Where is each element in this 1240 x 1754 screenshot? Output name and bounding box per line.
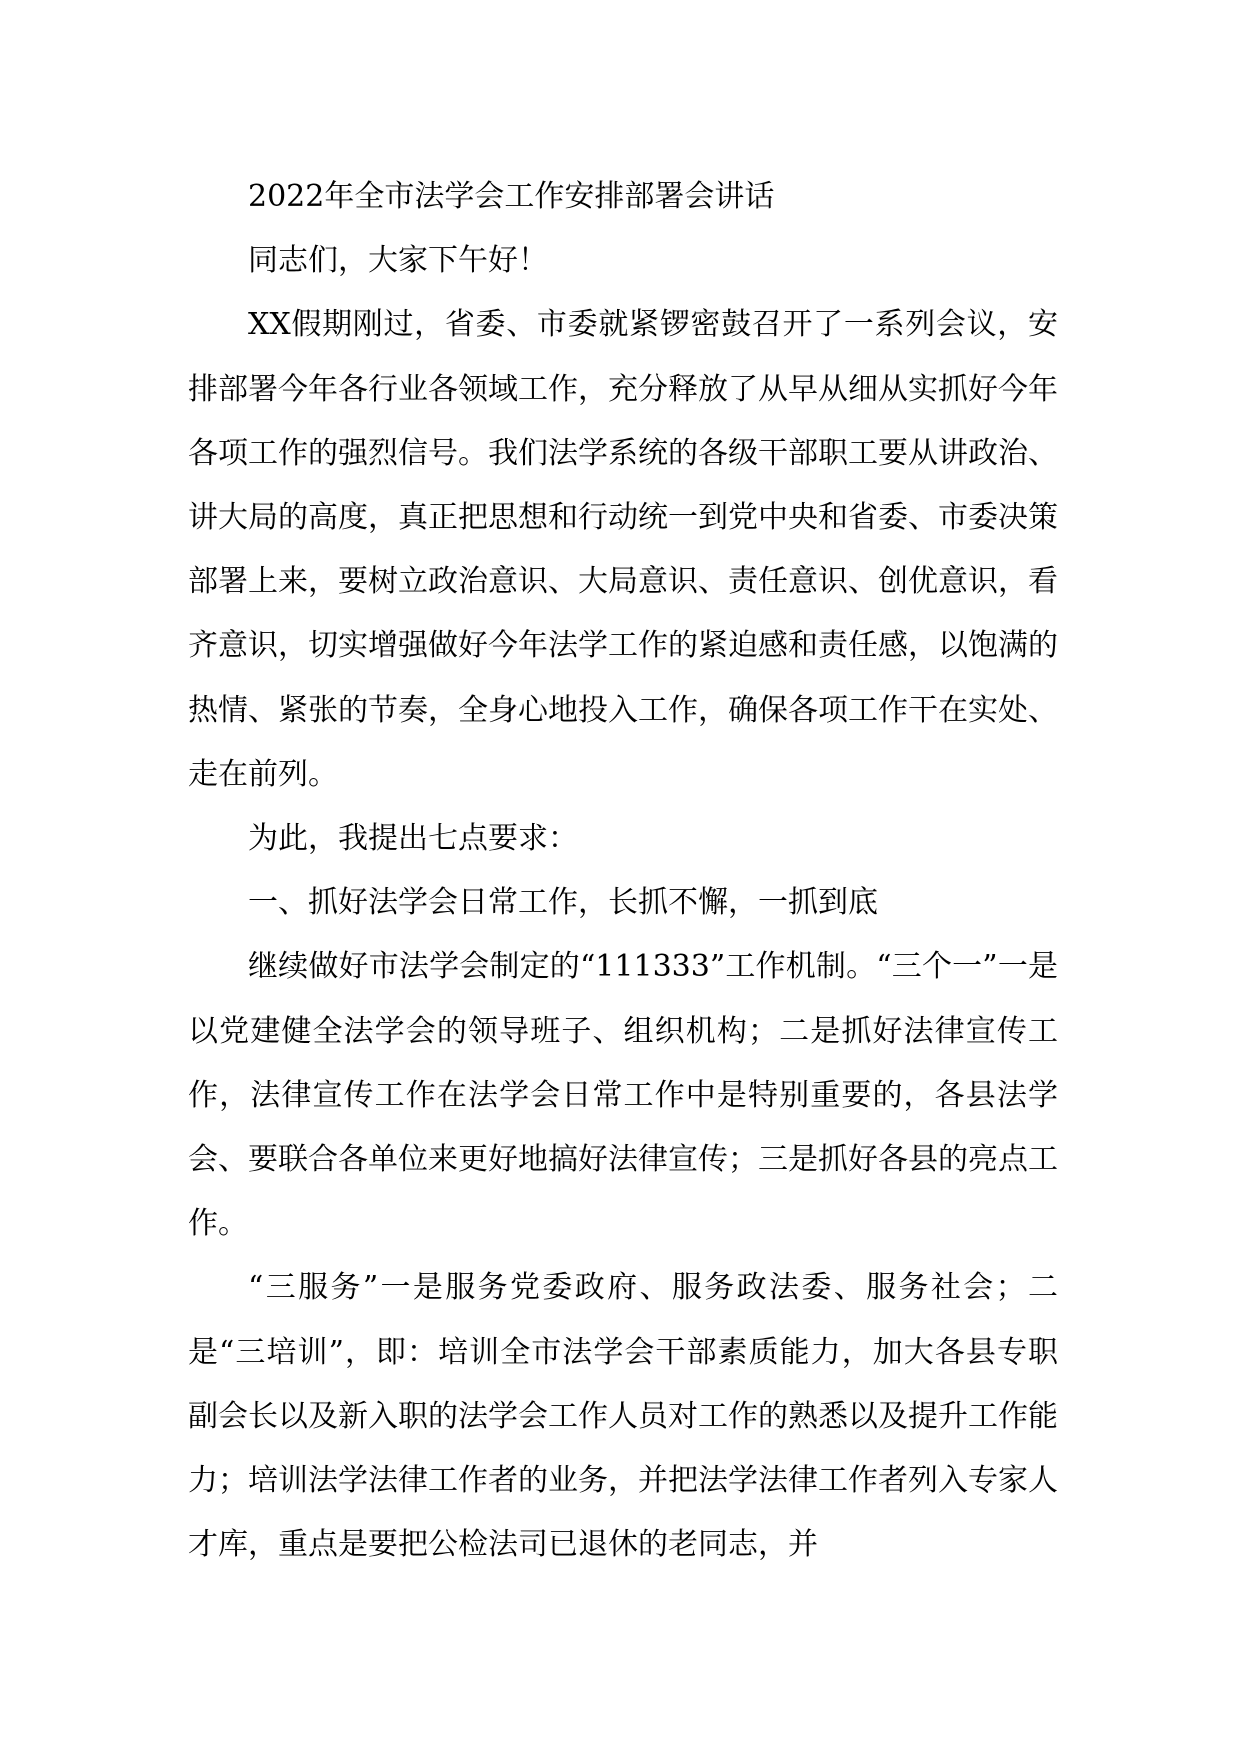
paragraph-three-services: “三服务”一是服务党委政府、服务政法委、服务社会；二是“三培训”，即：培训全市法学会干部素质能力，加大各县专职副会长以及新入职的法学会工作人员对工作的熟悉以及提升工作能力；培训法学法律工作者的业务，并把法学法律工作者列入专家人才库，重点是要把公检法司已退休的老同志，并: [188, 1270, 1058, 1563]
paragraph-work-mechanism: 继续做好市法学会制定的“111333”工作机制。“三个一”一是以党建健全法学会的领导班子、组织机构；二是抓好法律宣传工作，法律宣传工作在法学会日常工作中是特别重要的，各县法学会、要联合各单位来更好地搞好法律宣传；三是抓好各县的亮点工作。: [188, 949, 1058, 1242]
document-title: 2022年全市法学会工作安排部署会讲话: [248, 179, 775, 214]
document-body: [188, 165, 1058, 1577]
paragraph-intro: XX假期刚过，省委、市委就紧锣密鼓召开了一系列会议，安排部署今年各行业各领域工作，充分释放了从早从细从实抓好今年各项工作的强烈信号。我们法学系统的各级干部职工要从讲政治、讲大局的高度，真正把思想和行动统一到党中央和省委、市委决策部署上来，要树立政治意识、大局意识、责任意识、创优意识，看齐意识，切实增强做好今年法学工作的紧迫感和责任感，以饱满的热情、紧张的节奏，全身心地投入工作，确保各项工作干在实处、走在前列。: [188, 307, 1058, 792]
section-heading-1: 一、抓好法学会日常工作，长抓不懈，一抓到底: [248, 885, 878, 921]
paragraph-requirements-lead: 为此，我提出七点要求：: [248, 821, 578, 857]
paragraph-greeting: 同志们，大家下午好！: [248, 243, 548, 279]
